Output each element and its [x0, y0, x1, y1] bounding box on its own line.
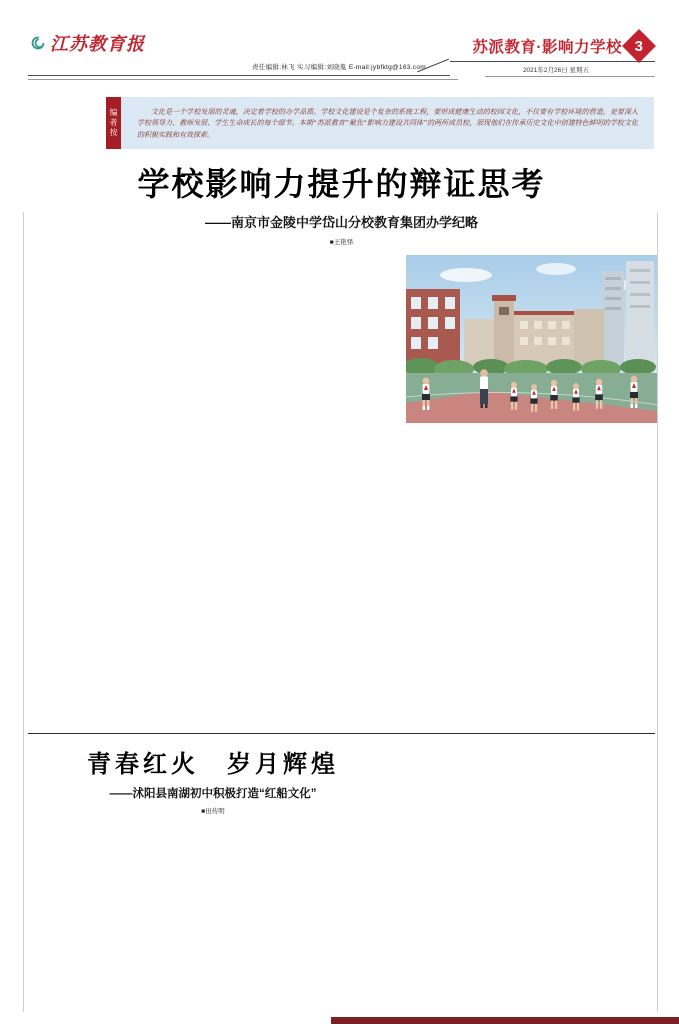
article2: [28, 738, 655, 1024]
editors-line: 责任编辑:林飞 实习编辑:刘晓胤 E-mail:jybfktg@163.com: [252, 64, 426, 71]
article2-header: [28, 738, 398, 815]
logo-swirl-icon: [30, 35, 46, 51]
article2-column-5: [536, 738, 658, 1024]
article1-column-5: [536, 429, 658, 725]
editor-note-label: 编者按: [106, 97, 121, 149]
masthead: [28, 0, 655, 90]
article2-title: 青春红火 岁月辉煌: [87, 750, 339, 778]
page-number: 3: [634, 37, 644, 55]
newspaper-logo: [30, 30, 145, 56]
article2-subtitle: ——沭阳县南湖初中积极打造“红船文化”: [109, 788, 317, 800]
article1-byline: ■王艳怿: [329, 239, 354, 246]
left-margin-rule: [23, 212, 24, 1012]
article2-column-1: [28, 822, 146, 1024]
page-number-diamond: [622, 29, 656, 63]
editor-note-body: [121, 97, 654, 149]
article1-body: [28, 255, 655, 727]
newspaper-title: 江苏教育报: [50, 34, 145, 55]
article1-header: [28, 159, 655, 246]
right-margin-rule: [657, 212, 658, 1012]
masthead-rule-thin: [28, 79, 458, 80]
section-block: [450, 34, 655, 77]
article2-left-region: [28, 738, 398, 1024]
article1-title: 学校影响力提升的辩证思考: [137, 165, 546, 203]
article-separator: [28, 733, 655, 734]
bottom-edge-bar: [331, 1017, 679, 1024]
school-playground-photo: [406, 255, 658, 423]
editor-note: [106, 97, 654, 149]
date-line: 2021年2月26日 星期五: [485, 62, 655, 77]
section-title: 苏派教育·影响力学校: [472, 39, 622, 56]
article1-subtitle: ——南京市金陵中学岱山分校教育集团办学纪略: [204, 215, 478, 230]
article1-right-region: [406, 255, 658, 727]
article1-column-2: [154, 255, 272, 727]
article1-column-3: [280, 255, 398, 727]
article2-column-2: [154, 822, 272, 1024]
editor-note-text: 文化是一个学校发展的灵魂，决定着学校的办学品质。学校文化建设是个复杂的系统工程，要形成健康生动的校园文化，不仅要有学校环境的营造，更要深入学校领导力、教师发展、学生生命成长的每个细节。本期“苏派教育”聚焦“影响力建设共同体”的两所成员校，展现他们在传承历史文化中创建特色鲜明的学校文化的积极实践和有效探索。: [137, 108, 638, 139]
article2-column-4: [406, 738, 528, 1024]
article1-column-1: [28, 255, 146, 727]
article1-column-4: [406, 429, 528, 725]
article2-column-3: [280, 822, 398, 1024]
article2-byline: ■田传明: [201, 808, 225, 815]
